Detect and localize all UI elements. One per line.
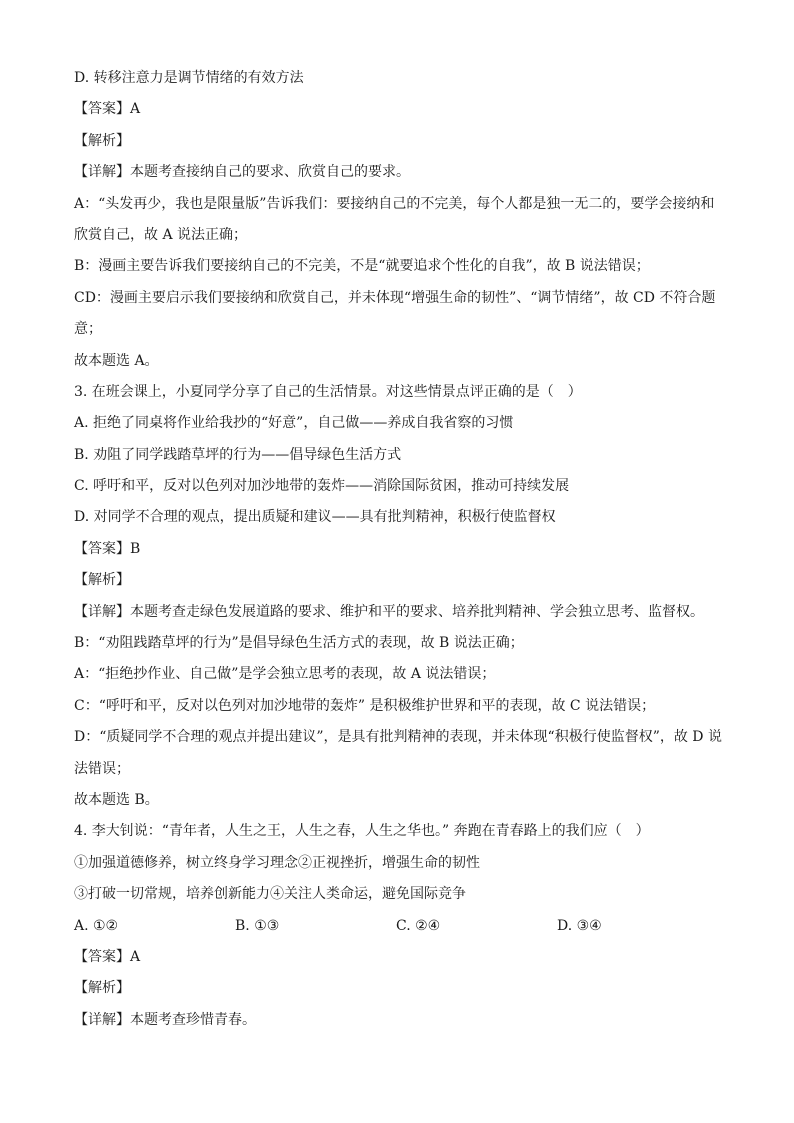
- text-line: B：“劝阻践踏草坪的行为”是倡导绿色生活方式的表现，故 B 说法正确；: [74, 635, 524, 652]
- option-a: A. ①②: [74, 917, 119, 934]
- text-line: C：“呼吁和平，反对以色列对加沙地带的轰炸” 是积极维护世界和平的表现，故 C 说法错误；: [74, 697, 656, 714]
- question-stem: 3. 在班会课上，小夏同学分享了自己的生活情景。对这些情景点评正确的是（ ）: [74, 383, 582, 400]
- text-line: 故本题选 B。: [74, 791, 159, 808]
- question-option: D. 对同学不合理的观点，提出质疑和建议——具有批判精神，积极行使监督权: [74, 509, 556, 526]
- analysis-label: 【解析】: [74, 132, 130, 149]
- question-option: A. 拒绝了同桌将作业给我抄的“好意”，自己做——养成自我省察的习惯: [74, 415, 514, 432]
- text-line: 【详解】本题考查珍惜青春。: [74, 1011, 256, 1028]
- text-line: 故本题选 A。: [74, 352, 159, 369]
- analysis-label: 【解析】: [74, 572, 130, 589]
- question-statement: ③打破一切常规，培养创新能力④关注人类命运，避免国际竞争: [74, 886, 466, 903]
- text-line: D. 转移注意力是调节情绪的有效方法: [74, 70, 304, 86]
- analysis-label: 【解析】: [74, 980, 130, 997]
- text-line: CD：漫画主要启示我们要接纳和欣赏自己，并未体现“增强生命的韧性”、“调节情绪”，故 CD 不符合题: [74, 289, 716, 306]
- document-page: [74, 63, 724, 1036]
- question-option: B. 劝阻了同学践踏草坪的行为——倡导绿色生活方式: [74, 446, 402, 463]
- question-statement: ①加强道德修养，树立终身学习理念②正视挫折，增强生命的韧性: [74, 854, 480, 871]
- text-line: A：“头发再少，我也是限量版”告诉我们：要接纳自己的不完美，每个人都是独一无二的，要学会接纳和: [74, 195, 715, 212]
- answer-label: 【答案】A: [74, 948, 141, 965]
- text-line: 法错误；: [74, 760, 130, 777]
- text-line: 欣赏自己，故 A 说法正确；: [74, 226, 248, 243]
- text-line: 意；: [74, 321, 102, 338]
- text-line: 【详解】本题考查接纳自己的要求、欣赏自己的要求。: [74, 164, 410, 181]
- text-line: 【详解】本题考查走绿色发展道路的要求、维护和平的要求、培养批判精神、学会独立思考、监督权。: [74, 603, 704, 620]
- option-d: D. ③④: [557, 917, 602, 934]
- question-stem: 4. 李大钊说：“青年者，人生之王，人生之春，人生之华也。” 奔跑在青春路上的我们应（ ）: [74, 823, 650, 840]
- answer-label: 【答案】B: [74, 540, 141, 557]
- text-line: D：“质疑同学不合理的观点并提出建议”，是具有批判精神的表现，并未体现“积极行使监督权”，故 D 说: [74, 729, 722, 746]
- answer-options-row: [74, 911, 724, 942]
- text-line: B：漫画主要告诉我们要接纳自己的不完美，不是“就要追求个性化的自我”，故 B 说法错误；: [74, 258, 650, 275]
- option-b: B. ①③: [235, 917, 280, 934]
- answer-label: 【答案】A: [74, 101, 141, 118]
- option-c: C. ②④: [396, 917, 441, 934]
- question-option: C. 呼吁和平，反对以色列对加沙地带的轰炸——消除国际贫困，推动可持续发展: [74, 478, 570, 495]
- text-line: A：“拒绝抄作业、自己做”是学会独立思考的表现，故 A 说法错误；: [74, 666, 496, 683]
